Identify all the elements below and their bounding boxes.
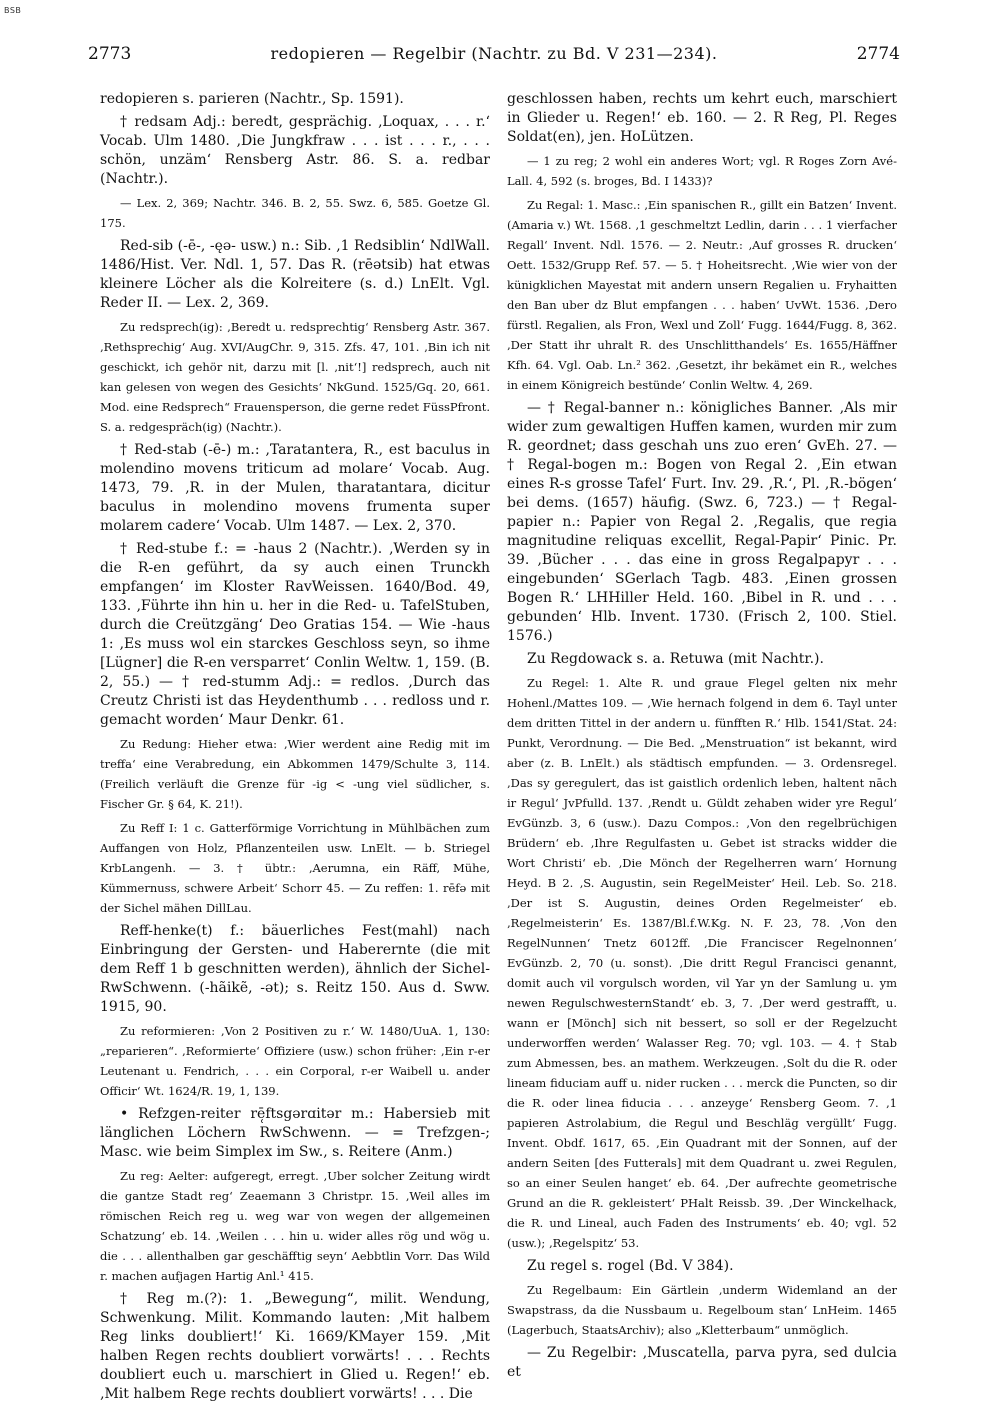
dictionary-entry: — Lex. 2, 369; Nachtr. 346. B. 2, 55. Swz. 6, 585. Goetze Gl. 175. (100, 196, 490, 230)
right-column (507, 90, 897, 1382)
dictionary-entry: Zu Reff I: 1 c. Gatterförmige Vorrichtung in Mühlbächen zum Auffangen von Holz, Pflanzenteilen usw. LnElt. — b. Striegel KrbLangenh. — 3. † übtr.: ‚Aerumna, ein Räff, Mühe, Kümmernuss, schwere Arbeit‘ Schorr 45. — Zu reffen: 1. rēfə mit der Sichel mähen DillLau. (100, 821, 490, 915)
dictionary-entry: Zu Regelbaum: Ein Gärtlein ‚underm Widemland an der Swapstrass, da die Nussbaum u. Regelboum stan‘ LnHeim. 1465 (Lagerbuch, StaatsArchiv); also „Kletterbaum“ unmöglich. (507, 1283, 897, 1337)
dictionary-entry: Zu regel s. rogel (Bd. V 384). (527, 1258, 734, 1274)
running-title: redopieren — Regelbir (Nachtr. zu Bd. V 231—234). (270, 44, 718, 63)
dictionary-entry: † Red-stab (-ē-) m.: ‚Taratantera, R., est baculus in molendino movens triticum ad molare‘ Vocab. Aug. 1473, 79. ‚R. in der Mulen, tharatantara, dicitur baculus in molendino movens frumenta super molarem cadere‘ Vocab. Ulm 1487. — Lex. 2, 370. (100, 442, 490, 534)
dictionary-entry: — Zu Regelbir: ‚Muscatella, parva pyra, sed dulcia et (507, 1345, 897, 1380)
dictionary-entry: Zu Regal: 1. Masc.: ‚Ein spanischen R., gillt ein Batzen‘ Invent. (Amaria v.) Wt. 1568. ‚1 geschmeltzt Ledlin, darin . . . 1 vierfacher Regall‘ Invent. Ndl. 1576. — 2. Neutr.: ‚Auf grosses R. drucken‘ Oett. 1532/Grupp Ref. 57. — 5. † Hoheitsrecht. ‚Wie wier von der künigklichen Mayestat mit andern unsern Regalien u. Fryhaitten den Ban uber dz Blut empfangen . . . haben‘ UvWt. 1536. ‚Dero fürstl. Regalien, als Fron, Wexl und Zoll‘ Fugg. 1644/Fugg. 8, 362. ‚Der Statt ihr uhralt R. des Unschlitthandels‘ Es. 1655/Häffner Kfh. 64. Vgl. Oab. Ln.² 362. ‚Gesetzt, ihr bekämet ein R., welches in einem Königreich bestünde‘ Conlin Weltw. 4, 269. (507, 198, 897, 392)
page-header (88, 44, 900, 70)
dictionary-entry: † Reg m.(?): 1. „Bewegung“, milit. Wendung, Schwenkung. Milit. Kommando lauten: ‚Mit halbem Reg links doubliert!‘ Ki. 1669/KMayer 159. ‚Mit halben Regen rechts doubliert vorwärts! . . . Rechts doubliert euch u. marschiert in Glied u. Regen!‘ eb. ‚Mit halbem Rege rechts doubliert vorwärts! . . . Die (100, 1291, 490, 1402)
dictionary-entry: Reff-henke(t) f.: bäuerliches Fest(mahl) nach Einbringung der Gersten- und Haberernte (die mit dem Reff 1 b geschnitten werden), ähnlich der Sichel-RwSchwenn. (-hãikẽ, -ət); s. Reitz 150. Aus d. Sww. 1915, 90. (100, 923, 490, 1015)
dictionary-entry: Zu reg: Aelter: aufgeregt, erregt. ‚Uber solcher Zeitung wirdt die gantze Stadt reg‘ Zeaemann 3 Christpr. 15. ‚Weil alles im römischen Reich reg u. weg war von wegen der allgemeinen Schatzung‘ eb. 14. ‚Weilen . . . hin u. wider alles rög und wög u. die . . . allenthalben gar geschäfftig seyn‘ Aebbtlin Vorr. Das Wild r. machen aufjagen Hartig Anl.¹ 415. (100, 1169, 490, 1283)
corner-label: BSB (4, 6, 22, 15)
dictionary-entry: geschlossen haben, rechts um kehrt euch, marschiert in Glieder u. Regen!‘ eb. 160. — 2. R Reg, Pl. Reges Soldat(en), jen. HoLützen. (507, 91, 897, 145)
dictionary-entry: redopieren s. parieren (Nachtr., Sp. 1591). (100, 91, 404, 107)
dictionary-entry: — 1 zu reg; 2 wohl ein anderes Wort; vgl. R Roges Zorn Avé-Lall. 4, 592 (s. broges, Bd. I 1433)? (507, 154, 897, 188)
dictionary-entry: Zu Redung: Hieher etwa: ‚Wier werdent aine Redig mit im treffa‘ eine Verabredung, ein Abkommen 1479/Schulte 3, 114. (Freilich verläuft die Grenze für -ig < -ung viel südlicher, s. Fischer Gr. § 64, K. 21!). (100, 737, 490, 811)
page-number-left: 2773 (88, 44, 132, 64)
dictionary-entry: Zu reformieren: ‚Von 2 Positiven zu r.‘ W. 1480/UuA. 1, 130: „reparieren“. ‚Reformierte‘ Offiziere (usw.) schon früher: ‚Ein r-er Leutenant u. Fendrich, . . . ein Corporal, r-er Waibell u. ander Officir‘ Wt. 1624/R. 19, 1, 139. (100, 1024, 490, 1098)
dictionary-entry: † redsam Adj.: beredt, gesprächig. ‚Loquax, . . . r.‘ Vocab. Ulm 1480. ‚Die Jungkfraw . . . ist . . . r., . . . schön, unzäm‘ Rensberg Astr. 86. S. a. redbar (Nachtr.). (100, 114, 490, 187)
page-number-right: 2774 (856, 44, 900, 64)
dictionary-entry: — † Regal-banner n.: königliches Banner. ‚Als mir wider zum gewaltigen Huffen kamen, wurden mir zum R. geordnet; dass geschah uns zuo eren‘ GvEh. 27. — † Regal-bogen m.: Bogen von Regal 2. ‚Ein etwan eines R-s grosse Tafel‘ Furt. Inv. 29. ‚R.‘, Pl. ‚R.-bögen‘ bei dems. (1657) häufig. (Swz. 6, 723.) — † Regal-papier n.: Papier von Regal 2. ‚Regalis, que regia magnitudine reliquas excellit, Regal-Papir‘ Pinic. Pr. 39. ‚Bücher . . . das eine in gross Regalpapyr . . . eingebunden‘ SGerlach Tagb. 483. ‚Einen grossen Bogen R.‘ LHHiller Held. 160. ‚Bibel in R. und . . . gebunden‘ Hlb. Invent. 1730. (Frisch 2, 100. Stiel. 1576.) (507, 400, 897, 644)
left-column (100, 90, 490, 1404)
dictionary-entry: Zu redsprech(ig): ‚Beredt u. redsprechtig‘ Rensberg Astr. 367. ‚Rethsprechig‘ Aug. XVI/AugChr. 9, 315. Zfs. 47, 101. ‚Bin ich nit geschickt, ich gehör nit, darzu mit [l. ‚nit‘!] redsprech, auch nit kan gelesen von wegen des Gesichts‘ NkGund. 1525/Gq. 20, 661. Mod. eine Redsprech“ Frauensperson, die gerne redet FüssPfront. S. a. redgespräch(ig) (Nachtr.). (100, 320, 490, 434)
dictionary-entry: • Refzgen-reiter rē̜ftsgərɑitər m.: Habersieb mit länglichen Löchern RwSchwenn. — = Trefzgen-; Masc. wie beim Simplex im Sw., s. Reitere (Anm.) (100, 1106, 490, 1160)
dictionary-entry: † Red-stube f.: = -haus 2 (Nachtr.). ‚Werden sy in die R-en geführt, da sy auch einen Trunckh empfangen‘ im Kloster RavWeissen. 1640/Bod. 49, 133. ‚Führte ihn hin u. her in die Red- u. TafelStuben, durch die Creützgäng‘ Deo Gratias 154. — Wie -haus 1: ‚Es muss wol ein starckes Geschloss seyn, so ihme [Lügner] die R-en versparret‘ Conlin Weltw. 1, 159. (B. 2, 55.) — † red-stumm Adj.: = redlos. ‚Durch das Creutz Christi ist das Heydenthumb . . . redloss und r. gemacht worden‘ Maur Denkr. 61. (100, 541, 490, 728)
dictionary-entry: Red-sib (-ē-, -ęə- usw.) n.: Sib. ‚1 Redsiblin‘ NdlWall. 1486/Hist. Ver. Ndl. 1, 57. Das R. (rēətsib) hat etwas kleinere Löcher als die Kolreitere (s. d.) LnElt. Vgl. Reder II. — Lex. 2, 369. (100, 238, 490, 311)
dictionary-entry: Zu Regel: 1. Alte R. und graue Flegel gelten nix mehr Hohenl./Mattes 109. — ‚Wie hernach folgend in dem 6. Tayl unter dem dritten Tittel in der andern u. fünfften R.‘ Hlb. 1541/Stat. 24: Punkt, Verordnung. — Die Bed. „Menstruation“ ist bekannt, wird aber (z. B. LnElt.) als städtisch empfunden. — 3. Ordensregel. ‚Das sy geregulert, das ist gaistlich ordenlich leben, haltent nāch ir Regul‘ JvPfulld. 137. ‚Rendt u. Güldt zehaben wider yre Regul‘ EvGünzb. 3, 6 (usw.). Dazu Compos.: ‚Von den regelbrüchigen Brüdern‘ eb. ‚Ihre Regulfasten u. Gebet ist stracks widder die Wort Christi‘ eb. ‚Die Mönch der Regelherren warn‘ Hornung Heyd. B 2. ‚S. Augustin, sein RegelMeister‘ Heil. Leb. So. 218. ‚Der ist S. Augustin, deines Orden Regelmeister‘ eb. ‚Regelmeisterin‘ Es. 1387/Bl.f.W.Kg. N. F. 23, 78. ‚Von den RegelNunnen‘ Tnetz 6012ff. ‚Die Franciscer Regelnonnen‘ EvGünzb. 2, 70 (u. sonst). ‚Die dritt Regul Francisci genannt, domit auch vil vorgulsch worden, vil Yar yn der Samlung u. ym newen RegulschwesternStandt‘ eb. 3, 7. ‚Der werd gestrafft, u. wann er [Mönch] sich nit bessert, so soll er der Regelzucht underworffen werden‘ Walasser Reg. 70; vgl. 103. — 4. † Stab zum Abmessen, bes. an mathem. Werkzeugen. ‚Solt du die R. oder lineam fiduciam auff u. nider rucken . . . merck die Puncten, so dir die R. oder linea fiducia . . . anzeyge‘ Rensberg Geom. 7. ‚1 papieren Astrolabium, die Regul und Beschläg vergüllt‘ Fugg. Invent. Obdf. 1617, 65. ‚Ein Quadrant mit der Sonnen, auf der andern Seiten [des Futterals] mit dem Quadrant u. zwei Regulen, so an einer Seulen hanget‘ eb. 64. ‚Der aufrechte geometrische Grund an die R. gekleistert‘ PHalt Reissb. 39. ‚Der Winckelhack, die R. und Lineal, auch Faden des Instruments‘ eb. 40; vgl. 52 (usw.); ‚Regelspitz‘ 53. (507, 676, 897, 1250)
dictionary-entry: Zu Regdowack s. a. Retuwa (mit Nachtr.). (527, 651, 824, 667)
